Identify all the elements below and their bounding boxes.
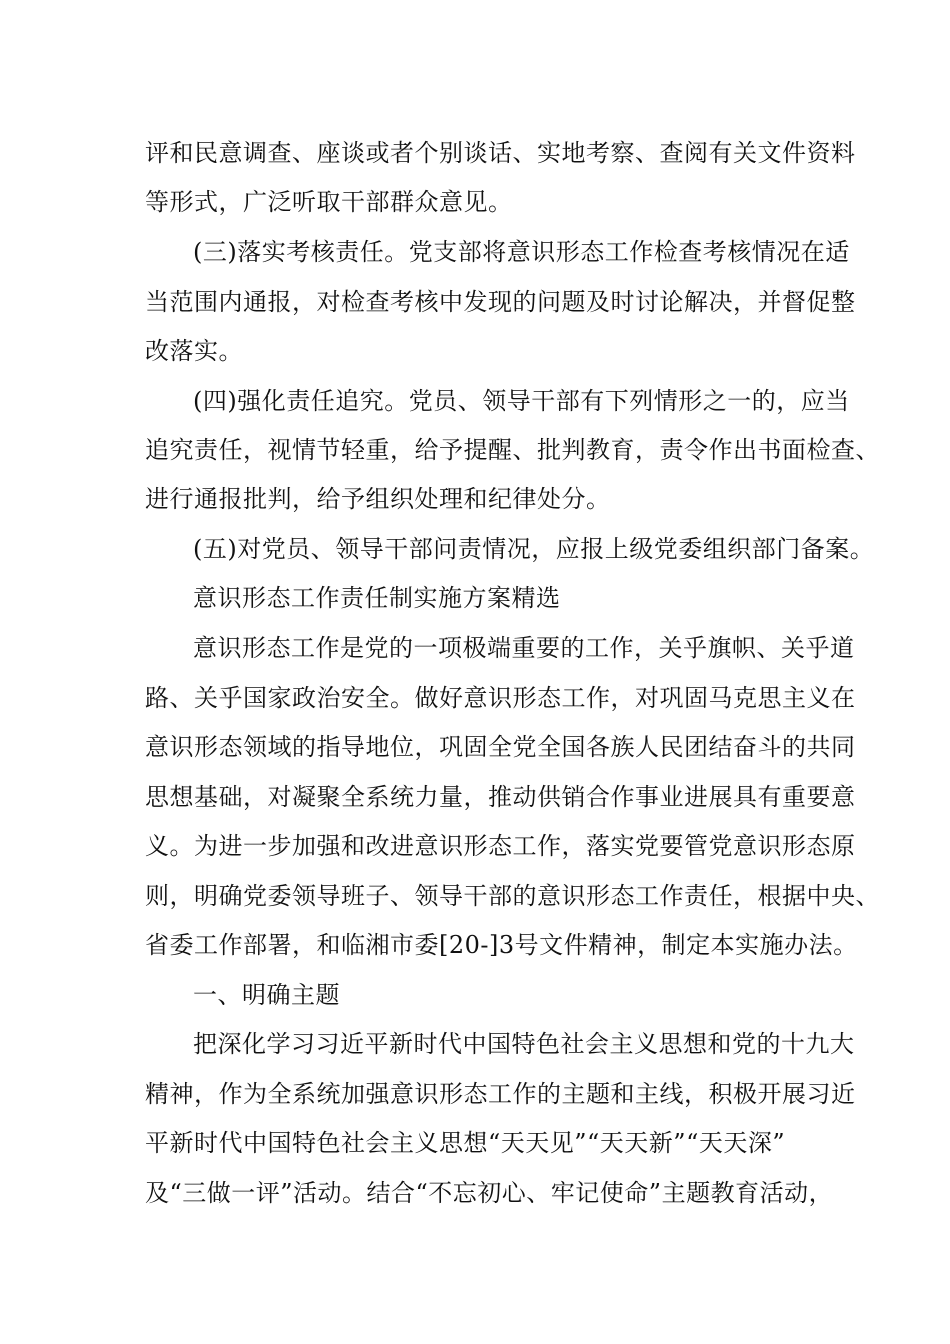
text-line: 评和民意调查、座谈或者个别谈话、实地考察、查阅有关文件资料 — [145, 139, 856, 167]
paragraph-four-heading-line: (四)强化责任追究。党员、领导干部有下列情形之一的，应当 — [193, 387, 850, 415]
text-line: 意识形态工作是党的一项极端重要的工作，关乎旗帜、关乎道 — [193, 634, 855, 662]
text-line: 思想基础，对凝聚全系统力量，推动供销合作事业进展具有重要意 — [145, 783, 856, 811]
text-line: 进行通报批判，给予组织处理和纪律处分。 — [145, 485, 611, 513]
text-line: 义。为进一步加强和改进意识形态工作，落实党要管党意识形态原 — [145, 832, 856, 860]
text-line: 及“三做一评”活动。结合“不忘初心、牢记使命”主题教育活动， — [145, 1179, 834, 1207]
text-line: 路、关乎国家政治安全。做好意识形态工作，对巩固马克思主义在 — [145, 684, 856, 712]
text-line: 当范围内通报，对检查考核中发现的问题及时讨论解决，并督促整 — [145, 288, 856, 316]
section-title: 意识形态工作责任制实施方案精选 — [193, 584, 561, 612]
text-line: 把深化学习习近平新时代中国特色社会主义思想和党的十九大 — [193, 1030, 855, 1058]
text-line: 改落实。 — [145, 337, 243, 365]
subsection-heading: 一、明确主题 — [193, 981, 340, 1009]
text-line: 追究责任，视情节轻重，给予提醒、批判教育，责令作出书面检查、 — [145, 436, 880, 464]
text-line: 平新时代中国特色社会主义思想“天天见”“天天新”“天天深” — [145, 1129, 786, 1157]
paragraph-five-line: (五)对党员、领导干部问责情况，应报上级党委组织部门备案。 — [193, 535, 875, 563]
text-line: 则，明确党委领导班子、领导干部的意识形态工作责任，根据中央、 — [145, 882, 880, 910]
text-line: 精神，作为全系统加强意识形态工作的主题和主线，积极开展习近 — [145, 1080, 856, 1108]
text-line: 省委工作部署，和临湘市委[20-]3号文件精神，制定本实施办法。 — [145, 931, 858, 959]
paragraph-three-heading-line: (三)落实考核责任。党支部将意识形态工作检查考核情况在适 — [193, 238, 850, 266]
text-line: 等形式，广泛听取干部群众意见。 — [145, 188, 513, 216]
text-line: 意识形态领域的指导地位，巩固全党全国各族人民团结奋斗的共同 — [145, 733, 856, 761]
